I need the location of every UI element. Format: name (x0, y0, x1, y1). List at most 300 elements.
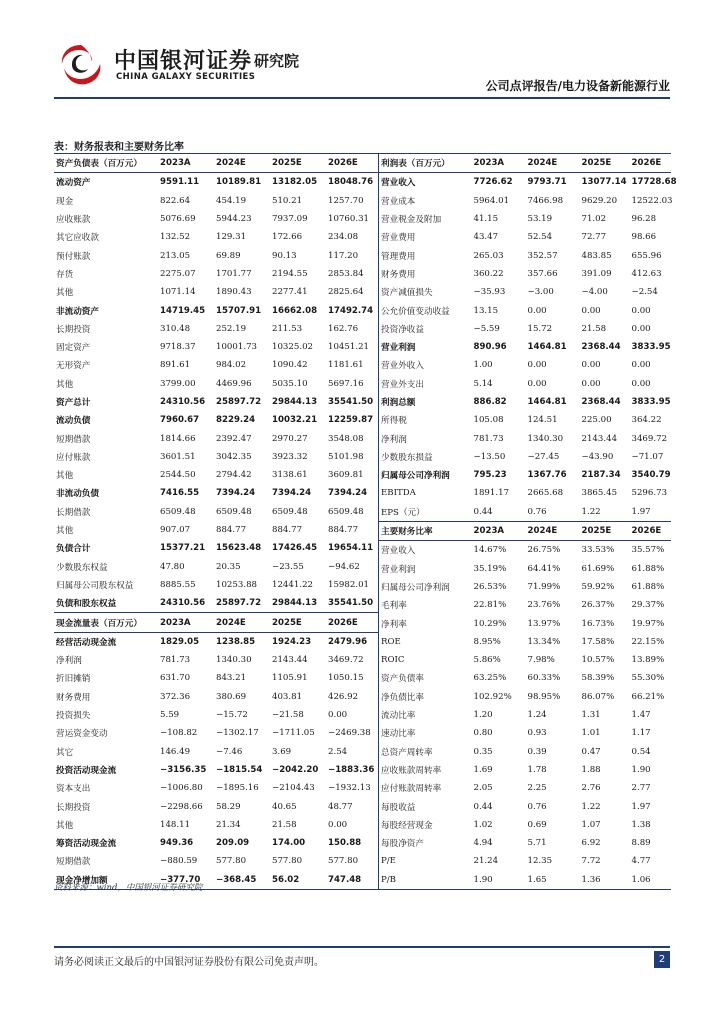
table-header-row (379, 154, 671, 173)
value-cell: 2.25 (527, 783, 547, 794)
footer-disclaimer: 请务必阅读正文最后的中国银河证券股份有限公司免责声明。 (54, 957, 324, 968)
value-cell: 60.33% (527, 673, 561, 684)
value-cell: 213.05 (160, 250, 191, 261)
value-cell: 1.02 (473, 819, 493, 830)
value-cell: 12441.22 (272, 579, 314, 590)
value-cell: 1105.91 (272, 673, 308, 684)
value-cell: 2023A (472, 521, 526, 540)
row-label-cell: 流动资产 (56, 178, 91, 189)
value-cell: 0.00 (328, 710, 348, 721)
value-cell: 9629.20 (581, 195, 618, 206)
value-cell: −377.70 (158, 871, 214, 890)
value-cell: 0.00 (581, 360, 601, 371)
row-label-cell: 流动比率 (381, 711, 416, 722)
value-cell: 747.48 (326, 871, 378, 890)
value-cell: 56.02 (270, 871, 326, 890)
value-cell: 10001.73 (216, 342, 258, 353)
value-cell: 148.11 (160, 819, 191, 830)
value-cell: −94.62 (328, 561, 360, 572)
value-cell: 13.97% (527, 618, 561, 629)
table-row (54, 669, 378, 687)
value-cell: 15623.48 (216, 543, 262, 554)
source-note: 资料来源：wind，中国银河证券研究院 (54, 883, 203, 893)
value-cell: 3799.00 (160, 378, 196, 389)
value-cell: 1.78 (527, 764, 547, 775)
table-row (54, 852, 378, 870)
value-cell: 6509.48 (272, 506, 308, 517)
row-label-cell: 总资产周转率 (381, 747, 433, 758)
value-cell: 1890.43 (216, 287, 252, 298)
value-cell: 0.54 (631, 746, 651, 757)
value-cell: 117.20 (328, 250, 359, 261)
row-label-cell: 利润总额 (381, 398, 416, 408)
table-row (54, 356, 378, 374)
table-row (379, 560, 671, 578)
value-cell: 15377.21 (160, 543, 206, 554)
row-label-cell: 应付账款周转率 (381, 784, 442, 795)
value-cell: 58.29 (216, 801, 241, 812)
table-row (379, 834, 671, 852)
value-cell: 907.07 (160, 525, 191, 536)
value-cell: 3042.35 (216, 451, 252, 462)
table-row (54, 320, 378, 338)
value-cell: −2.54 (631, 287, 658, 298)
value-cell: 2.76 (581, 783, 601, 794)
row-label-cell: 所得税 (381, 416, 407, 427)
value-cell: 1.38 (631, 819, 651, 830)
row-label-cell: 管理费用 (381, 251, 416, 262)
row-label-cell: 营业外支出 (381, 379, 424, 390)
value-cell: 781.73 (473, 433, 504, 444)
value-cell: 7726.62 (473, 177, 513, 188)
row-label-cell: 投资损失 (56, 711, 91, 722)
value-cell: 5964.01 (473, 195, 510, 206)
table-row (54, 283, 378, 301)
table-row (54, 651, 378, 669)
table-row (379, 375, 671, 393)
row-label-cell: 资产负债表（百万元） (54, 154, 158, 173)
value-cell: 7466.98 (527, 195, 564, 206)
value-cell: 150.88 (328, 838, 362, 849)
table-title: 表：财务报表和主要财务比率 (54, 142, 184, 153)
value-cell: 391.09 (581, 268, 612, 279)
value-cell: 1340.30 (527, 433, 564, 444)
value-cell: 1924.23 (272, 636, 312, 647)
table-row (379, 338, 671, 356)
value-cell: 403.81 (272, 691, 303, 702)
row-label-cell: 归属母公司股东权益 (56, 580, 134, 591)
value-cell: 17426.45 (272, 543, 318, 554)
value-cell: 454.19 (216, 195, 247, 206)
value-cell: 1.07 (581, 819, 601, 830)
value-cell: 577.80 (272, 856, 303, 867)
logo-chinese-name: 中国银河证券 (114, 49, 253, 74)
row-label-cell: 应收账款周转率 (381, 765, 442, 776)
value-cell: 1.47 (631, 710, 651, 721)
value-cell: 886.82 (473, 397, 507, 407)
value-cell: 0.47 (581, 746, 601, 757)
value-cell: 19.97% (631, 618, 665, 629)
table-row (54, 576, 378, 594)
table-row (379, 265, 671, 283)
value-cell: 10032.21 (272, 415, 318, 426)
table-row (54, 484, 378, 502)
value-cell: 1.69 (473, 764, 493, 775)
value-cell: 7937.09 (272, 214, 308, 225)
value-cell: 0.44 (473, 801, 493, 812)
value-cell: 234.08 (328, 232, 359, 243)
value-cell: 7394.24 (272, 488, 312, 499)
value-cell: 3833.95 (631, 342, 671, 353)
value-cell: 2.05 (473, 783, 493, 794)
value-cell: 86.07% (581, 691, 615, 702)
value-cell: 63.25% (473, 673, 507, 684)
company-logo (58, 42, 308, 88)
value-cell: 1829.05 (160, 636, 200, 647)
row-label-cell: 筹资活动现金流 (56, 839, 117, 850)
row-label-cell: 公允价值变动收益 (381, 306, 450, 317)
value-cell: 884.77 (272, 525, 303, 536)
value-cell: 8885.55 (160, 579, 196, 590)
value-cell: 52.54 (527, 232, 553, 243)
row-label-cell: 其它应收款 (56, 233, 99, 244)
value-cell: −1815.54 (216, 764, 263, 775)
value-cell: 2025E (270, 154, 326, 173)
value-cell: 124.51 (527, 415, 558, 426)
value-cell: 21.34 (216, 819, 241, 830)
value-cell: −2104.43 (272, 783, 315, 794)
table-row (54, 192, 378, 210)
table-row (54, 429, 378, 447)
row-label-cell: 长期投资 (56, 324, 91, 335)
value-cell: 15982.01 (328, 579, 370, 590)
row-label-cell: EBITDA (381, 488, 416, 499)
value-cell: 105.08 (473, 415, 504, 426)
value-cell: 13182.05 (272, 177, 318, 188)
value-cell: 172.66 (272, 232, 303, 243)
row-label-cell: 其他 (56, 471, 74, 482)
value-cell: 7394.24 (328, 488, 368, 499)
value-cell: 132.52 (160, 232, 191, 243)
table-row (379, 429, 671, 447)
value-cell: 2275.07 (160, 268, 196, 279)
value-cell: 5035.10 (272, 378, 308, 389)
value-cell: 10760.31 (328, 214, 370, 225)
value-cell: 22.15% (631, 636, 665, 647)
value-cell: 631.70 (160, 673, 191, 684)
value-cell: 0.00 (631, 360, 651, 371)
value-cell: 19654.11 (328, 543, 374, 554)
value-cell: 40.65 (272, 801, 297, 812)
table-row (379, 301, 671, 319)
value-cell: 0.00 (631, 323, 651, 334)
row-label-cell: 应收账款 (56, 215, 91, 226)
value-cell: −35.93 (473, 287, 506, 298)
value-cell: 29.37% (631, 600, 665, 611)
value-cell: 890.96 (473, 342, 507, 353)
value-cell: 20.35 (216, 561, 241, 572)
value-cell: 96.28 (631, 214, 657, 225)
row-label-cell: 资本支出 (56, 784, 91, 795)
value-cell: 25897.72 (216, 598, 262, 609)
row-label-cell: 净利率 (381, 619, 407, 630)
value-cell: 2025E (580, 521, 630, 540)
row-label-cell: 其它 (56, 747, 74, 758)
table-row (379, 761, 671, 779)
value-cell: 16.73% (581, 618, 615, 629)
value-cell: −23.55 (272, 561, 304, 572)
value-cell: 48.77 (328, 801, 353, 812)
row-label-cell: 投资活动现金流 (56, 765, 117, 776)
table-row (54, 393, 378, 411)
value-cell: 146.49 (160, 746, 191, 757)
income-ratio-table (378, 153, 677, 890)
value-cell: 10253.88 (216, 579, 258, 590)
value-cell: −5.59 (473, 323, 500, 334)
value-cell: 16662.08 (272, 305, 318, 316)
row-label-cell: 资产总计 (56, 398, 91, 408)
value-cell: 2024E (214, 613, 270, 632)
value-cell: 225.00 (581, 415, 612, 426)
row-label-cell: 营业税金及附加 (381, 215, 442, 226)
value-cell: 0.00 (328, 819, 348, 830)
value-cell: 7416.55 (160, 488, 200, 499)
value-cell: 781.73 (160, 655, 191, 666)
value-cell: −21.58 (272, 710, 304, 721)
table-row (379, 192, 671, 210)
value-cell: 59.92% (581, 581, 615, 592)
row-label-cell: 净负债比率 (381, 692, 424, 703)
row-label-cell: 折旧摊销 (56, 674, 91, 685)
value-cell: 5944.23 (216, 214, 252, 225)
table-row (54, 743, 378, 761)
value-cell: 1.17 (631, 728, 651, 739)
row-label-cell: 非流动负债 (56, 489, 99, 500)
row-label-cell: 净利润 (56, 656, 82, 667)
value-cell: −13.50 (473, 451, 506, 462)
value-cell: 2.77 (631, 783, 651, 794)
value-cell: 7960.67 (160, 415, 200, 426)
table-row (54, 706, 378, 724)
value-cell: 3469.72 (328, 655, 364, 666)
row-label-cell: 固定资产 (56, 343, 91, 354)
value-cell: 0.80 (473, 728, 493, 739)
header-divider (54, 97, 670, 99)
value-cell: 10325.02 (272, 342, 314, 353)
table-row (54, 724, 378, 742)
table-row (54, 411, 378, 429)
value-cell: 0.00 (527, 360, 547, 371)
row-label-cell: 存货 (56, 269, 74, 280)
row-label-cell: 预付账款 (56, 251, 91, 262)
value-cell: 3923.32 (272, 451, 308, 462)
value-cell: 2970.27 (272, 433, 308, 444)
table-row (379, 466, 671, 484)
table-header-row (379, 521, 671, 540)
value-cell: 35541.50 (328, 598, 374, 609)
value-cell: 1.01 (581, 728, 601, 739)
row-label-cell: 速动比率 (381, 729, 416, 740)
value-cell: 4469.96 (216, 378, 252, 389)
value-cell: 0.69 (527, 819, 547, 830)
row-label-cell: 营业利润 (381, 564, 416, 575)
table-row (379, 578, 671, 596)
value-cell: 0.76 (527, 801, 547, 812)
value-cell: 26.75% (527, 545, 561, 556)
value-cell: 1340.30 (216, 655, 252, 666)
value-cell: 3865.45 (581, 488, 618, 499)
value-cell: 0.35 (473, 746, 493, 757)
row-label-cell: 资产减值损失 (381, 288, 433, 299)
row-label-cell: 归属母公司净利润 (381, 471, 450, 482)
row-label-cell: 主要财务比率 (379, 521, 472, 540)
value-cell: 412.63 (631, 268, 662, 279)
value-cell: 29844.13 (272, 598, 318, 609)
value-cell: 5101.98 (328, 451, 364, 462)
value-cell: 2143.44 (581, 433, 618, 444)
value-cell: 0.00 (527, 305, 547, 316)
row-label-cell: 利润表（百万元） (379, 154, 472, 173)
row-label-cell: 其他 (56, 526, 74, 537)
value-cell: −108.82 (160, 728, 198, 739)
footer-divider (54, 946, 670, 948)
row-label-cell: 现金 (56, 196, 74, 207)
table-row (54, 521, 378, 539)
value-cell: 5697.16 (328, 378, 364, 389)
table-row (54, 834, 378, 852)
row-label-cell: EPS（元） (381, 507, 425, 518)
row-label-cell: 投资净收益 (381, 324, 424, 335)
table-row (379, 669, 671, 687)
row-label-cell: 营运资金变动 (56, 729, 108, 740)
table-row (54, 594, 378, 613)
value-cell: 3.69 (272, 746, 292, 757)
value-cell: 29844.13 (272, 397, 318, 407)
value-cell: 2392.47 (216, 433, 252, 444)
value-cell: 1.97 (631, 801, 651, 812)
value-cell: 1367.76 (527, 470, 567, 481)
value-cell: 12522.03 (631, 195, 673, 206)
value-cell: 1.90 (631, 764, 651, 775)
value-cell: 3469.72 (631, 433, 668, 444)
value-cell: 71.02 (581, 214, 607, 225)
value-cell: 17.58% (581, 636, 615, 647)
value-cell: 1090.42 (272, 360, 308, 371)
table-header-row (54, 154, 378, 173)
value-cell: 357.66 (527, 268, 558, 279)
value-cell: 14719.45 (160, 305, 206, 316)
value-cell: 884.77 (328, 525, 359, 536)
value-cell: 2277.41 (272, 287, 308, 298)
value-cell: 9591.11 (160, 177, 200, 188)
table-row (379, 724, 671, 742)
value-cell: −1711.05 (272, 728, 315, 739)
value-cell: 1.20 (473, 710, 493, 721)
table-row (54, 779, 378, 797)
value-cell: 21.58 (581, 323, 607, 334)
value-cell: −880.59 (160, 856, 198, 867)
value-cell: 8.95% (473, 636, 501, 647)
value-cell: 15.72 (527, 323, 553, 334)
table-row (379, 173, 671, 192)
value-cell: 53.19 (527, 214, 553, 225)
table-row (379, 596, 671, 614)
value-cell: −7.46 (216, 746, 243, 757)
row-label-cell: ROE (381, 636, 401, 647)
table-row (379, 541, 671, 560)
row-label-cell: 现金流量表（百万元） (54, 613, 158, 632)
value-cell: 55.30% (631, 673, 665, 684)
value-cell: 33.53% (581, 545, 615, 556)
value-cell: 1.90 (472, 871, 526, 890)
value-cell: 1.36 (580, 871, 630, 890)
table-row (54, 558, 378, 576)
value-cell: 1464.81 (527, 397, 567, 407)
logo-english-name: CHINA GALAXY SECURITIES (116, 72, 256, 82)
value-cell: 2665.68 (527, 488, 564, 499)
value-cell: 9793.71 (527, 177, 567, 188)
table-row (54, 761, 378, 779)
value-cell: 35541.50 (328, 397, 374, 407)
value-cell: 6509.48 (160, 506, 196, 517)
value-cell: 21.58 (272, 819, 297, 830)
value-cell: 3138.61 (272, 470, 308, 481)
report-category: 公司点评报告/电力设备新能源行业 (485, 79, 670, 93)
value-cell: −27.45 (527, 451, 560, 462)
table-row (379, 283, 671, 301)
value-cell: 2026E (326, 613, 378, 632)
value-cell: 2794.42 (216, 470, 252, 481)
table-row (54, 816, 378, 834)
value-cell: 1.31 (581, 710, 601, 721)
table-row (379, 503, 671, 522)
table-row (379, 779, 671, 797)
value-cell: 61.88% (631, 563, 665, 574)
table-row (379, 484, 671, 502)
value-cell: −15.72 (216, 710, 248, 721)
value-cell: 1257.70 (328, 195, 364, 206)
value-cell: 15707.91 (216, 305, 262, 316)
value-cell: 6509.48 (328, 506, 364, 517)
table-row (379, 852, 671, 870)
value-cell: 1.22 (581, 506, 601, 517)
table-row (54, 265, 378, 283)
value-cell: 0.00 (527, 378, 547, 389)
value-cell: 2026E (630, 154, 671, 173)
value-cell: −71.07 (631, 451, 664, 462)
value-cell: 12.35 (527, 856, 553, 867)
value-cell: 13.15 (473, 305, 499, 316)
value-cell: 10.29% (473, 618, 507, 629)
table-row (379, 320, 671, 338)
value-cell: 2194.55 (272, 268, 308, 279)
value-cell: 10451.21 (328, 342, 370, 353)
value-cell: 4.77 (631, 856, 651, 867)
value-cell: 2368.44 (581, 397, 621, 407)
value-cell: 252.19 (216, 323, 247, 334)
table-row (379, 797, 671, 815)
value-cell: 162.76 (328, 323, 359, 334)
value-cell: 98.95% (527, 691, 561, 702)
row-label-cell: 营业收入 (381, 546, 416, 557)
value-cell: 380.69 (216, 691, 247, 702)
value-cell: 7394.24 (216, 488, 256, 499)
table-row (54, 539, 378, 557)
value-cell: 1071.14 (160, 287, 196, 298)
row-label-cell: 经营活动现金流 (56, 637, 117, 648)
value-cell: 884.77 (216, 525, 247, 536)
table-row (54, 448, 378, 466)
